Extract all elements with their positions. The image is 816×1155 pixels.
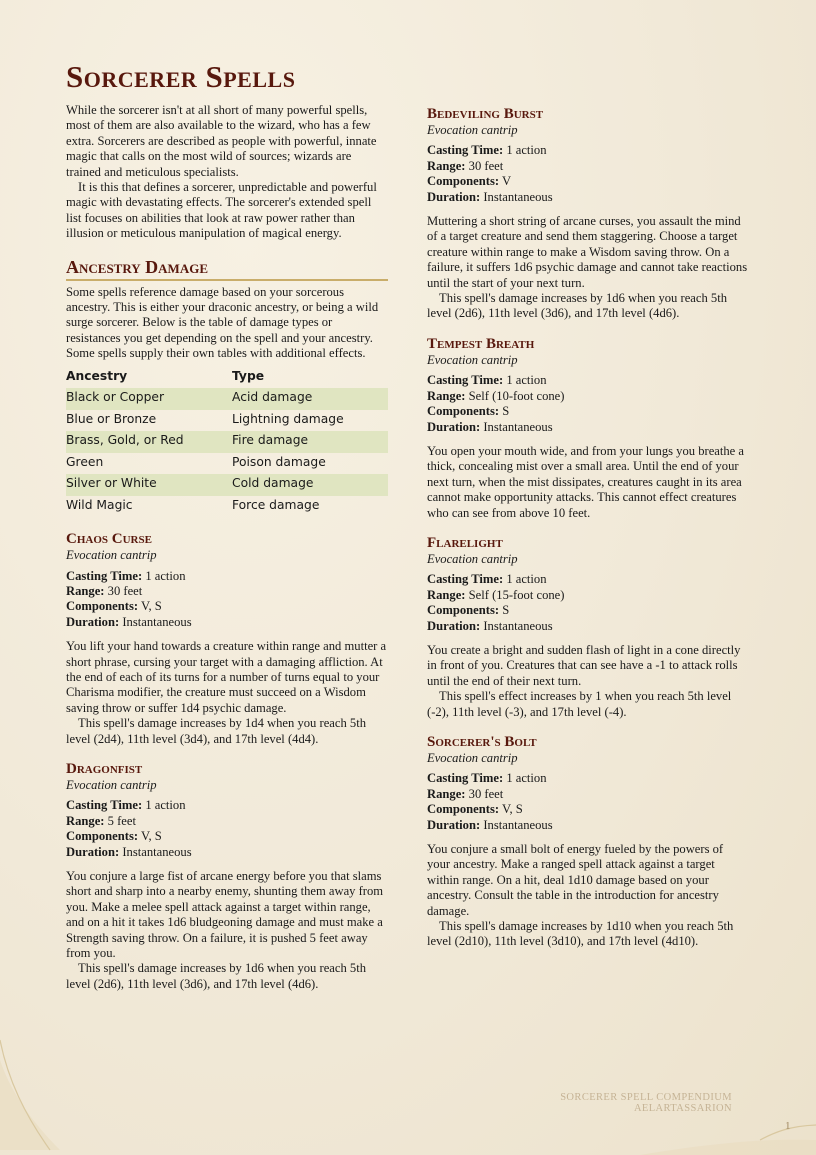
casting-time-value: 1 action [145, 798, 186, 813]
components-label: Components: [66, 829, 139, 844]
spell-duration [66, 615, 388, 630]
range-label: Range: [66, 813, 105, 828]
spell-duration [427, 420, 749, 435]
table-header-type: Type [232, 368, 265, 383]
spell-duration [427, 619, 749, 634]
spell-school: Evocation cantrip [427, 551, 518, 566]
spell-casting-time [427, 572, 749, 587]
duration-label: Duration: [427, 618, 481, 633]
table-row [66, 388, 388, 410]
page-number: 1 [785, 1120, 791, 1132]
footer-author: AELARTASSARION [633, 1103, 732, 1114]
range-label: Range: [427, 388, 466, 403]
range-value: 30 feet [468, 158, 504, 173]
components-label: Components: [427, 174, 500, 189]
spell-components [427, 404, 749, 419]
duration-value: Instantaneous [483, 419, 553, 434]
range-label: Range: [66, 583, 105, 598]
table-row [66, 431, 388, 453]
range-value: 5 feet [107, 813, 136, 828]
table-cell: Blue or Bronze [66, 411, 157, 426]
table-header-ancestry: Ancestry [66, 368, 128, 383]
spell-range [427, 389, 749, 404]
table-cell: Cold damage [232, 474, 388, 496]
spell-range [66, 814, 388, 829]
table-cell: Acid damage [232, 388, 388, 410]
components-value: V, S [141, 829, 162, 844]
range-label: Range: [427, 587, 466, 602]
left-column [66, 103, 388, 992]
table-cell: Silver or White [66, 474, 232, 496]
range-value: 30 feet [468, 786, 504, 801]
ancestry-damage-text: Some spells reference damage based on your sorcerous ancestry. This is either your draconic ancestry, or being a wild surge sorcerer. Below is the table of damage types or resistances you get depending on the spell and your ancestry. Some spells supply their own tables with additional effects. [66, 284, 379, 361]
duration-value: Instantaneous [122, 844, 192, 859]
spell-tempest-breath [427, 336, 749, 521]
spell-dragonfist [66, 761, 388, 992]
duration-label: Duration: [427, 419, 481, 434]
casting-time-value: 1 action [506, 143, 547, 158]
spell-casting-time [427, 373, 749, 388]
spell-components [427, 174, 749, 189]
components-label: Components: [66, 599, 139, 614]
ancestry-table [66, 366, 388, 517]
range-value: 30 feet [107, 583, 143, 598]
casting-time-label: Casting Time: [427, 373, 504, 388]
components-value: V, S [502, 802, 523, 817]
range-value: Self (10-foot cone) [468, 388, 565, 403]
range-value: Self (15-foot cone) [468, 587, 565, 602]
spell-casting-time [66, 569, 388, 584]
duration-label: Duration: [427, 817, 481, 832]
spell-components [427, 603, 749, 618]
table-cell: Fire damage [232, 431, 388, 453]
table-cell: Brass, Gold, or Red [66, 431, 232, 453]
intro-paragraph-2: It is this that defines a sorcerer, unpredictable and powerful magic with devastating effects. The sorcerer's extended spell list focuses on abilities that look at raw power rather than illusion or meticulous manipulation of magical energy. [66, 180, 377, 241]
spell-scaling: This spell's damage increases by 1d6 when you reach 5th level (2d6), 11th level (3d6), and 17th level (4d6). [427, 291, 727, 321]
spell-range [427, 787, 749, 802]
table-row [66, 410, 388, 432]
spell-school: Evocation cantrip [66, 777, 157, 792]
casting-time-value: 1 action [145, 568, 186, 583]
spell-bedeviling-burst [427, 106, 749, 322]
spell-name: Flarelight [427, 534, 503, 551]
footer-title: SORCERER SPELL COMPENDIUM [560, 1092, 732, 1103]
casting-time-value: 1 action [506, 572, 547, 587]
spell-scaling: This spell's damage increases by 1d4 when you reach 5th level (2d4), 11th level (3d4), and 17th level (4d4). [66, 716, 366, 746]
components-value: S [502, 603, 510, 618]
duration-label: Duration: [66, 844, 120, 859]
spell-name: Chaos Curse [66, 531, 152, 548]
page-border-flourish [0, 1000, 816, 1155]
spell-duration [427, 818, 749, 833]
spell-scaling: This spell's damage increases by 1d10 when you reach 5th level (2d10), 11th level (3d10), and 17th level (4d10). [427, 919, 734, 949]
spell-duration [66, 845, 388, 860]
components-label: Components: [427, 802, 500, 817]
spell-school: Evocation cantrip [427, 751, 518, 765]
table-cell: Force damage [232, 497, 320, 512]
spell-flarelight [427, 535, 749, 720]
range-label: Range: [427, 786, 466, 801]
duration-value: Instantaneous [483, 618, 553, 633]
spell-school: Evocation cantrip [427, 352, 518, 367]
spell-duration [427, 190, 749, 205]
casting-time-label: Casting Time: [427, 771, 504, 786]
spell-description: You open your mouth wide, and from your lungs you breathe a thick, concealing mist over a small area. Until the end of your next turn, when the mist dissipates, creatures caught in its area cannot make opportunity attacks. This cannot effect creatures who can see from above 10 feet. [427, 443, 745, 520]
spell-description: You conjure a small bolt of energy fueled by the powers of your ancestry. Make a ranged spell attack against a target within range. On a hit, deal 1d10 damage based on your ancestry. Consult the table in the introduction for ancestry damage. [427, 842, 724, 918]
casting-time-label: Casting Time: [66, 798, 143, 813]
table-cell: Lightning damage [232, 411, 344, 426]
table-row [66, 474, 388, 496]
spell-description: Muttering a short string of arcane curses, you assault the mind of a target creature and send them staggering. Choose a target creature within range to make a Wisdom saving throw. On a failure, it suffers 1d6 psychic damage and cannot take reactions until the start of your next turn. [427, 214, 748, 290]
spell-casting-time [427, 143, 749, 158]
duration-value: Instantaneous [483, 189, 553, 204]
right-column [427, 106, 749, 950]
components-value: S [502, 404, 510, 419]
spell-name: Sorcerer's Bolt [427, 734, 537, 750]
casting-time-label: Casting Time: [427, 143, 504, 158]
spell-casting-time [427, 771, 749, 786]
spell-school: Evocation cantrip [66, 548, 157, 563]
spell-sorcerers-bolt [427, 734, 749, 950]
spell-scaling: This spell's damage increases by 1d6 when you reach 5th level (2d6), 11th level (3d6), and 17th level (4d6). [66, 961, 366, 991]
ancestry-damage-heading: Ancestry Damage [66, 256, 388, 281]
spell-components [66, 829, 388, 844]
table-cell: Wild Magic [66, 497, 133, 512]
duration-value: Instantaneous [483, 817, 553, 832]
range-label: Range: [427, 158, 466, 173]
casting-time-label: Casting Time: [66, 568, 143, 583]
duration-value: Instantaneous [122, 614, 192, 629]
spell-chaos-curse [66, 531, 388, 747]
table-header-row [66, 366, 388, 388]
spell-school: Evocation cantrip [427, 123, 518, 137]
table-row [66, 496, 388, 518]
components-label: Components: [427, 603, 500, 618]
casting-time-label: Casting Time: [427, 572, 504, 587]
page-title: Sorcerer Spells [66, 59, 296, 94]
spell-name: Bedeviling Burst [427, 106, 544, 122]
table-cell: Green [66, 454, 104, 469]
spell-components [66, 599, 388, 614]
spell-components [427, 802, 749, 817]
components-value: V [502, 174, 512, 189]
spell-range [427, 588, 749, 603]
casting-time-value: 1 action [506, 771, 547, 786]
spell-name: Dragonfist [66, 760, 143, 777]
spell-range [66, 584, 388, 599]
spell-name: Tempest Breath [427, 335, 535, 352]
intro-paragraph-1: While the sorcerer isn't at all short of many powerful spells, most of them are also available to the wizard, who has a few extra. Sorcerers are described as people with powerful, innate magic that calls on the most wild of sources; wizards are trained and meticulous specialists. [66, 103, 377, 179]
spell-description: You conjure a large fist of arcane energy before you that slams short and sharp into a nearby enemy, shunting them away from you. Make a melee spell attack against a target within range, and on a hit it takes 1d6 bludgeoning damage and must make a Strength saving throw. On a failure, it is pushed 5 feet away from you. [66, 869, 384, 961]
table-cell: Black or Copper [66, 388, 232, 410]
spell-description: You create a bright and sudden flash of light in a cone directly in front of you. Creatures that can see have a -1 to attack rolls until the end of their next turn. [427, 642, 741, 688]
spell-range [427, 159, 749, 174]
casting-time-value: 1 action [506, 373, 547, 388]
spell-casting-time [66, 798, 388, 813]
duration-label: Duration: [66, 614, 120, 629]
spell-scaling: This spell's effect increases by 1 when you reach 5th level (-2), 11th level (-3), and 17th level (-4). [427, 689, 732, 719]
table-cell: Poison damage [232, 454, 326, 469]
components-value: V, S [141, 599, 162, 614]
components-label: Components: [427, 404, 500, 419]
spell-description: You lift your hand towards a creature within range and mutter a short phrase, cursing your target with a damaging affliction. At the end of each of its turns for a number of turns equal to your Charisma modifier, the creature must succeed on a Wisdom saving throw or suffer 1d4 psychic damage. [66, 639, 387, 715]
page-footer [560, 1092, 732, 1114]
duration-label: Duration: [427, 189, 481, 204]
table-row [66, 453, 388, 475]
